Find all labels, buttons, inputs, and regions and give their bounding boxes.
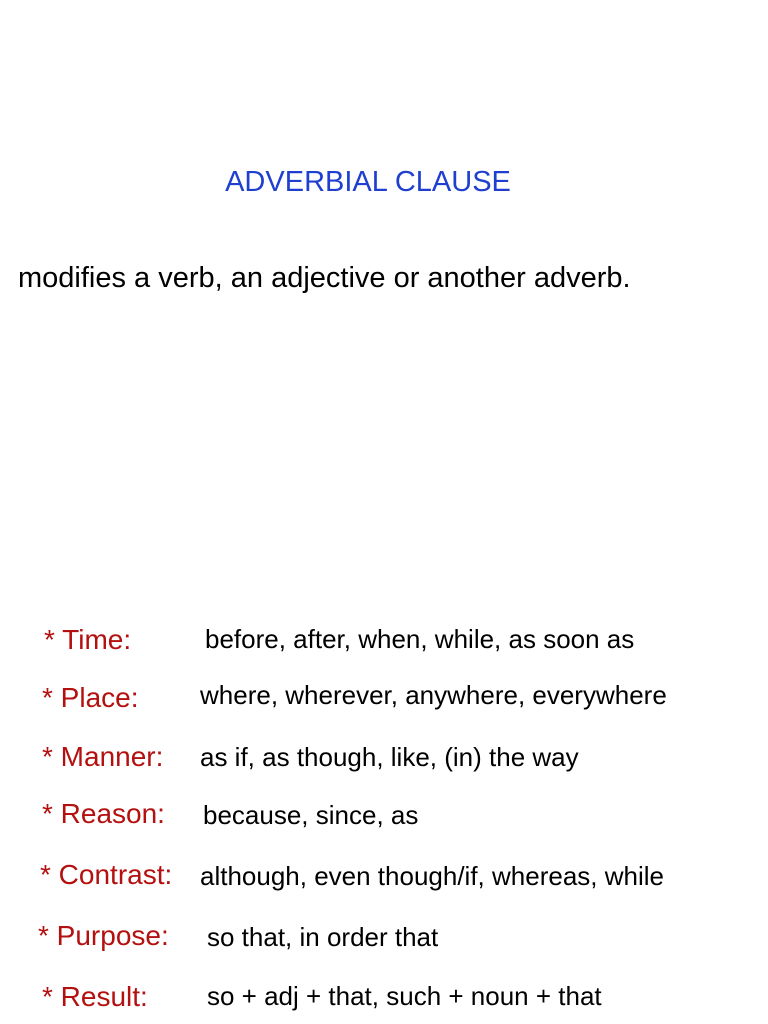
value-manner: as if, as though, like, (in) the way bbox=[200, 742, 579, 772]
definition-text: modifies a verb, an adjective or another adverb. bbox=[18, 262, 631, 294]
value-contrast: although, even though/if, whereas, while bbox=[200, 861, 664, 891]
value-time: before, after, when, while, as soon as bbox=[205, 624, 635, 654]
label-result: * Result: bbox=[42, 981, 148, 1012]
value-reason: because, since, as bbox=[203, 800, 419, 830]
label-time: * Time: bbox=[44, 624, 132, 655]
value-result: so + adj + that, such + noun + that bbox=[207, 981, 602, 1011]
page-title: ADVERBIAL CLAUSE bbox=[225, 166, 511, 198]
value-purpose: so that, in order that bbox=[207, 922, 439, 952]
label-manner: * Manner: bbox=[42, 741, 164, 772]
label-place: * Place: bbox=[42, 682, 139, 713]
label-contrast: * Contrast: bbox=[40, 859, 173, 890]
label-reason: * Reason: bbox=[42, 798, 165, 829]
value-place: where, wherever, anywhere, everywhere bbox=[200, 680, 667, 710]
label-purpose: * Purpose: bbox=[38, 920, 169, 951]
